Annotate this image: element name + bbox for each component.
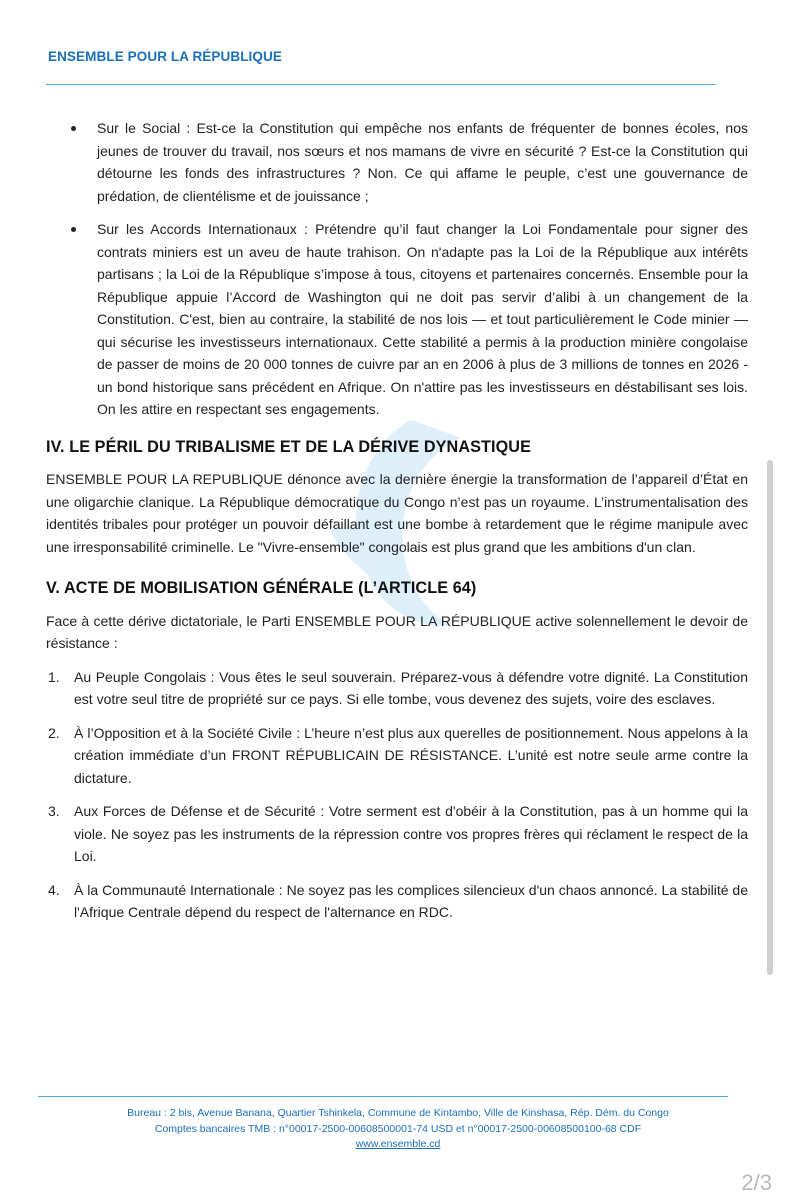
bullet-item-social xyxy=(46,117,748,207)
bullet-icon xyxy=(71,227,76,232)
list-item xyxy=(46,722,748,790)
section-heading-iv: IV. LE PÉRIL DU TRIBALISME ET DE LA DÉRIVE DYNASTIQUE xyxy=(46,437,531,456)
list-item xyxy=(46,666,748,711)
section-heading-v: V. ACTE DE MOBILISATION GÉNÉRALE (L’ARTICLE 64) xyxy=(46,579,477,597)
numbered-list xyxy=(46,666,748,924)
list-item-text: Au Peuple Congolais : Vous êtes le seul souverain. Préparez-vous à défendre votre dignité. La Constitution est votre seul titre de propriété sur ce pays. Si elle tombe, vous devenez des sujets, voire des esclaves. xyxy=(74,668,748,707)
bullet-list xyxy=(46,117,748,421)
header-divider xyxy=(46,84,716,85)
section-v-intro: Face à cette dérive dictatoriale, le Parti ENSEMBLE POUR LA RÉPUBLIQUE active solennellement le devoir de résistance : xyxy=(46,612,748,651)
list-item-number: 2. xyxy=(48,724,60,741)
header-title: ENSEMBLE POUR LA RÉPUBLIQUE xyxy=(48,49,282,64)
footer-website-link[interactable]: www.ensemble.cd xyxy=(355,1138,441,1150)
list-item-number: 4. xyxy=(48,881,60,898)
list-item-number: 3. xyxy=(48,803,60,819)
list-item-text: Aux Forces de Défense et de Sécurité : Votre serment est d'obéir à la Constitution, pas à un homme qui la viole. Ne soyez pas les instruments de la répression contre vos propres frères qui réclament le respect de la Loi. xyxy=(74,803,748,864)
footer xyxy=(0,1106,796,1153)
list-item-text: À l’Opposition et à la Société Civile : L’heure n’est plus aux querelles de positionnement. Nous appelons à la création immédiate d’un FRONT RÉPUBLICAIN DE RÉSISTANCE. L’unité est notre seule arme contre la dictature. xyxy=(74,724,748,786)
footer-bank-accounts: Comptes bancaires TMB : n°00017-2500-00608500001-74 USD et n°00017-2500-00608500100-68 CDF xyxy=(154,1122,642,1135)
page-counter: 2/3 xyxy=(741,1170,772,1195)
list-item-text: À la Communauté Internationale : Ne soyez pas les complices silencieux d'un chaos annoncé. La stabilité de l'Afrique Centrale dépend du respect de l'alternance en RDC. xyxy=(74,881,748,920)
document-body xyxy=(46,117,748,935)
list-item xyxy=(46,879,748,924)
footer-divider xyxy=(38,1096,728,1097)
footer-address: Bureau : 2 bis, Avenue Banana, Quartier Tshinkela, Commune de Kintambo, Ville de Kinshasa, Rép. Dém. du Congo xyxy=(127,1107,669,1119)
section-iv-paragraph: ENSEMBLE POUR LA REPUBLIQUE dénonce avec la dernière énergie la transformation de l’appareil d’État en une oligarchie clanique. La République démocratique du Congo n’est pas un royaume. L’instrumentalisation des identités tribales pour protéger un pouvoir défaillant est une bombe à retardement que le régime manipule avec une irresponsabilité criminelle. Le "Vivre-ensemble" congolais est plus grand que les ambitions d'un clan. xyxy=(46,471,748,555)
list-item xyxy=(46,800,748,868)
bullet-text: Sur le Social : Est-ce la Constitution qui empêche nos enfants de fréquenter de bonnes écoles, nos jeunes de trouver du travail, nos sœurs et nos mamans de vivre en sécurité ? Est-ce la Constitution qui détourne les fonds des infrastructures ? Non. Ce qui affame le peuple, c’est une gouvernance de prédation, de clientélisme et de jouissance ; xyxy=(97,120,748,204)
scrollbar-thumb[interactable] xyxy=(767,460,773,975)
bullet-item-accords xyxy=(46,218,748,421)
bullet-icon xyxy=(71,126,76,131)
bullet-text: Sur les Accords Internationaux : Prétendre qu’il faut changer la Loi Fondamentale pour signer des contrats miniers est un aveu de haute trahison. On n'adapte pas la Loi de la République aux intérêts partisans ; la Loi de la République s’impose à tous, citoyens et partenaires concernés. Ensemble pour la République appuie l’Accord de Washington qui ne doit pas servir d’alibi à un changement de la Constitution. C'est, bien au contraire, la stabilité de nos lois — et tout particulièrement le Code minier — qui sécurise les investisseurs internationaux. Cette stabilité a permis à la production minière congolaise de passer de moins de 20 000 tonnes de cuivre par an en 2006 à plus de 3 millions de tonnes en 2026 - un bond historique sans précédent en Afrique. On n'attire pas les investisseurs en déstabilisant ses lois. On les attire en respectant ses engagements. xyxy=(97,221,748,417)
list-item-number: 1. xyxy=(48,668,60,685)
